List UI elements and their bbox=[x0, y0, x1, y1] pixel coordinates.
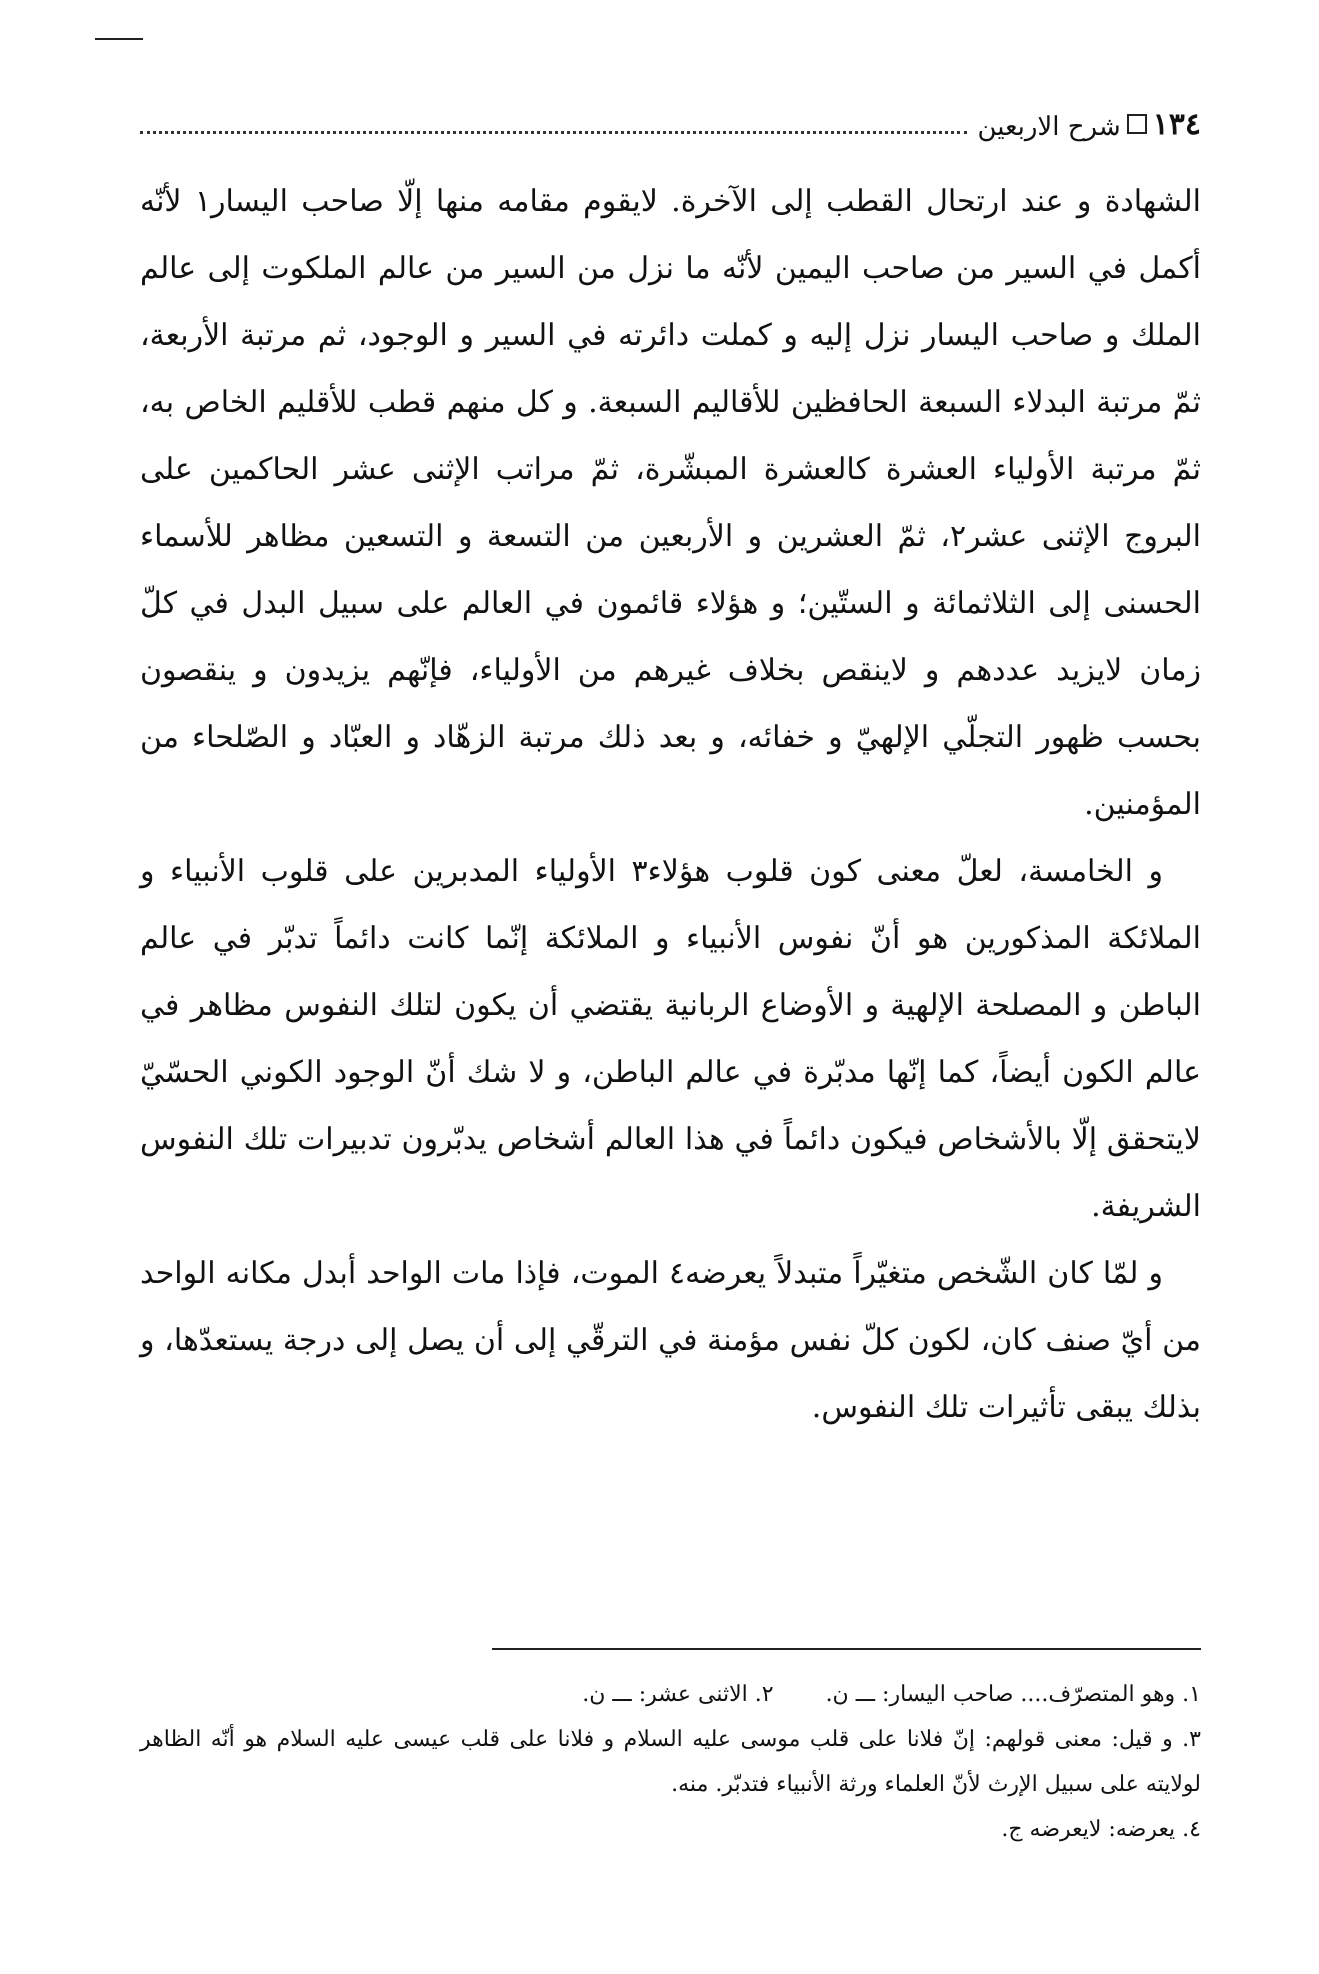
running-title: شرح الاربعين bbox=[977, 112, 1121, 142]
corner-mark bbox=[95, 38, 143, 40]
main-text bbox=[140, 168, 1201, 1441]
footnote-row bbox=[140, 1672, 1201, 1717]
footnote-divider bbox=[492, 1648, 1201, 1650]
footnote-4: ٤. يعرضه: لايعرضه ج. bbox=[1001, 1817, 1201, 1842]
dotted-leader bbox=[140, 131, 967, 134]
footnote-2: ٢. الاثنى عشر: ـــ ن. bbox=[582, 1682, 774, 1707]
square-ornament-icon bbox=[1127, 114, 1147, 134]
page-number: ١٣٤ bbox=[1152, 107, 1201, 142]
paragraph-1: الشهادة و عند ارتحال القطب إلى الآخرة. لايقوم مقامه منها إلّا صاحب اليسار١ لأنّه أكمل في السير من صاحب اليمين لأنّه ما نزل من السير من عالم الملكوت إلى عالم الملك و صاحب اليسار نزل إليه و كملت دائرته في السير و الوجود، ثم مرتبة الأربعة، ثمّ مرتبة البدلاء السبعة الحافظين للأقاليم السبعة. و كل منهم قطب للأقليم الخاص به، ثمّ مرتبة الأولياء العشرة كالعشرة المبشّرة، ثمّ مراتب الإثنى عشر الحاكمين على البروج الإثنى عشر٢، ثمّ العشرين و الأربعين من التسعة و التسعين مظاهر للأسماء الحسنى إلى الثلاثمائة و الستّين؛ و هؤلاء قائمون في العالم على سبيل البدل في كلّ زمان لايزيد عددهم و لاينقص بخلاف غيرهم من الأولياء، فإنّهم يزيدون و ينقصون بحسب ظهور التجلّي الإلهيّ و خفائه، و بعد ذلك مرتبة الزهّاد و العبّاد و الصّلحاء من المؤمنين. bbox=[140, 184, 1202, 822]
running-header bbox=[140, 88, 1201, 140]
footnote-1: ١. وهو المتصرّف.... صاحب اليسار: ـــ ن. bbox=[825, 1682, 1201, 1707]
paragraph-2: و الخامسة، لعلّ معنى كون قلوب هؤلاء٣ الأولياء المدبرين على قلوب الأنبياء و الملائكة المذكورين هو أنّ نفوس الأنبياء و الملائكة إنّما كانت دائماً تدبّر في عالم الباطن و المصلحة الإلهية و الأوضاع الربانية يقتضي أن يكون لتلك النفوس مظاهر في عالم الكون أيضاً، كما إنّها مدبّرة في عالم الباطن، و لا شك أنّ الوجود الكوني الحسّيّ لايتحقق إلّا بالأشخاص فيكون دائماً في هذا العالم أشخاص يدبّرون تدبيرات تلك النفوس الشريفة. bbox=[140, 854, 1201, 1224]
footnote-3: ٣. و قيل: معنى قولهم: إنّ فلانا على قلب موسى عليه السلام و فلانا على قلب عيسى عليه السلام هو أنّه الظاهر لولايته على سبيل الإرث لأنّ العلماء ورثة الأنبياء فتدبّر. منه. bbox=[140, 1727, 1201, 1797]
paragraph-3: و لمّا كان الشّخص متغيّراً متبدلاً يعرضه٤ الموت، فإذا مات الواحد أبدل مكانه الواحد من أيّ صنف كان، لكون كلّ نفس مؤمنة في الترقّي إلى أن يصل إلى درجة يستعدّها، و بذلك يبقى تأثيرات تلك النفوس. bbox=[140, 1256, 1201, 1425]
footnotes bbox=[140, 1672, 1201, 1852]
